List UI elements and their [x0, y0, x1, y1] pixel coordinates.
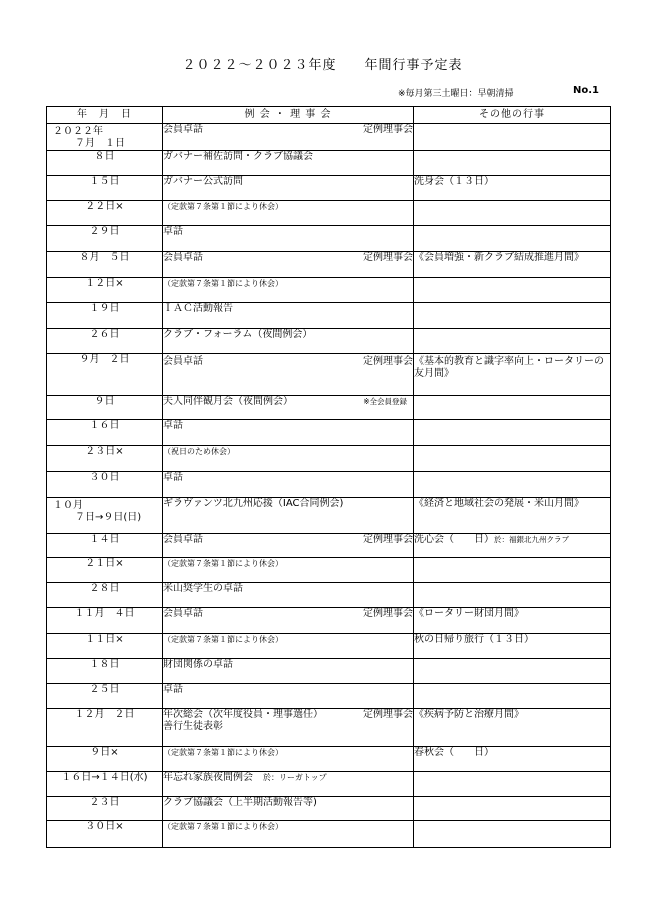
date-day-line: ７月 １日 [75, 138, 125, 149]
other-event-label: 秋の日帰り旅行（１３日） [414, 634, 534, 645]
date-cell [47, 124, 163, 151]
date-cell: ９月 ２日 [47, 354, 163, 396]
recess-note: （定款第７条第１節により休会） [163, 822, 283, 831]
meeting-label: ＩＡＣ活動報告 [163, 303, 233, 314]
other-event-cell [414, 747, 611, 772]
meeting-label: 卓話 [163, 684, 183, 695]
table-row [47, 583, 611, 608]
meeting-cell [163, 583, 414, 608]
board-meeting-label: 定例理事会 [363, 124, 413, 135]
board-meeting-label: 定例理事会 [363, 252, 413, 263]
document-number: No.1 [573, 85, 599, 96]
table-row [47, 420, 611, 446]
meeting-cell [163, 498, 414, 534]
table-row [47, 659, 611, 684]
other-event-cell [414, 354, 611, 396]
date-cell: ２６日 [47, 329, 163, 354]
meeting-cell [163, 446, 414, 472]
date-cell: ２１日× [47, 558, 163, 583]
meeting-label: 米山奨学生の卓話 [163, 583, 243, 594]
date-cell: ２２日× [47, 201, 163, 226]
meeting-cell [163, 747, 414, 772]
date-cell: ２５日 [47, 684, 163, 709]
other-event-label: 《疾病予防と治療月間》 [414, 709, 524, 720]
other-event-label: 《基本的教育と識字率向上・ロータリーの友月間》 [414, 356, 604, 379]
table-row [47, 201, 611, 226]
date-year-line: １０月 [53, 500, 83, 511]
meeting-cell [163, 226, 414, 252]
other-event-cell [414, 151, 611, 176]
meeting-label: 夫人同伴観月会（夜間例会） [163, 396, 293, 407]
meeting-cell [163, 558, 414, 583]
cleaning-note: ※毎月第三土曜日：早朝清掃 [398, 89, 514, 99]
date-cell: １１日× [47, 634, 163, 659]
meeting-label: クラブ協議会（上半期活動報告等) [163, 797, 317, 808]
table-row [47, 608, 611, 634]
meeting-cell [163, 472, 414, 498]
meeting-label: 会員卓話 [163, 534, 203, 545]
other-event-cell [414, 124, 611, 151]
date-cell: １２日× [47, 278, 163, 303]
other-event-cell [414, 634, 611, 659]
other-event-cell [414, 329, 611, 354]
other-event-label: 洗身会（１３日） [414, 176, 494, 187]
other-event-cell [414, 709, 611, 747]
table-row [47, 252, 611, 278]
meeting-cell [163, 534, 414, 558]
table-row [47, 634, 611, 659]
page-title: ２０２２～２０２３年度 年間行事予定表 [182, 58, 463, 73]
other-event-cell [414, 608, 611, 634]
meeting-label: 会員卓話 [163, 356, 203, 367]
meeting-label: 会員卓話 [163, 608, 203, 619]
meeting-label: 会員卓話 [163, 252, 203, 263]
recess-note: （定款第７条第１節により休会） [163, 559, 283, 568]
other-event-venue: 於：福銀北九州クラブ [494, 535, 569, 544]
date-cell: １６日 [47, 420, 163, 446]
other-event-cell [414, 558, 611, 583]
meeting-label: 卓話 [163, 472, 183, 483]
board-meeting-label: 定例理事会 [363, 356, 413, 367]
other-event-cell [414, 252, 611, 278]
date-year-line: ２０２２年 [53, 126, 103, 137]
meeting-label: ガバナー補佐訪問・クラブ協議会 [163, 151, 313, 162]
other-event-cell [414, 659, 611, 684]
date-cell: １４日 [47, 534, 163, 558]
other-event-cell [414, 396, 611, 420]
table-row [47, 151, 611, 176]
meeting-cell [163, 772, 414, 797]
table-row [47, 226, 611, 252]
table-row [47, 472, 611, 498]
meeting-cell [163, 201, 414, 226]
other-event-cell [414, 472, 611, 498]
meeting-cell [163, 396, 414, 420]
meeting-cell [163, 420, 414, 446]
other-event-cell [414, 498, 611, 534]
other-event-cell [414, 583, 611, 608]
date-cell: １２月 ２日 [47, 709, 163, 747]
column-header-date: 年 月 日 [47, 107, 163, 124]
schedule-table [46, 106, 611, 848]
other-event-cell [414, 772, 611, 797]
other-event-cell [414, 797, 611, 821]
meeting-label: 卓話 [163, 226, 183, 237]
board-meeting-label: 定例理事会 [363, 534, 413, 545]
meeting-label: 財団関係の卓話 [163, 659, 233, 670]
other-event-label: 《会員増強・新クラブ結成推進月間》 [414, 252, 584, 263]
table-row [47, 498, 611, 534]
other-event-label: 春秋会（ 日） [414, 747, 494, 758]
table-row [47, 124, 611, 151]
other-event-cell [414, 821, 611, 848]
table-row [47, 446, 611, 472]
other-event-label: 洗心会（ 日） [414, 534, 494, 545]
meeting-label: 年次総会（次年度役員・理事選任） [163, 709, 323, 720]
table-row [47, 709, 611, 747]
board-meeting-label: 定例理事会 [363, 709, 413, 720]
date-cell [47, 498, 163, 534]
other-event-cell [414, 226, 611, 252]
other-event-cell [414, 534, 611, 558]
meeting-cell [163, 797, 414, 821]
recess-note: （定款第７条第１節により休会） [163, 748, 283, 757]
column-header-other-events: その他の行事 [414, 107, 611, 124]
table-row [47, 396, 611, 420]
table-row [47, 772, 611, 797]
board-meeting-label: 定例理事会 [363, 608, 413, 619]
meeting-label: 年忘れ家族夜間例会 [163, 772, 253, 783]
table-row [47, 558, 611, 583]
date-cell: ３０日 [47, 472, 163, 498]
date-cell: ２３日× [47, 446, 163, 472]
table-row [47, 747, 611, 772]
table-row [47, 278, 611, 303]
table-row [47, 821, 611, 848]
meeting-cell [163, 634, 414, 659]
meeting-cell [163, 252, 414, 278]
other-event-cell [414, 420, 611, 446]
schedule-body [47, 124, 611, 848]
meeting-cell [163, 124, 414, 151]
meeting-cell [163, 684, 414, 709]
recess-note: （定款第７条第１節により休会） [163, 279, 283, 288]
date-cell: ９日× [47, 747, 163, 772]
recess-note: （定款第７条第１節により休会） [163, 635, 283, 644]
table-row [47, 354, 611, 396]
date-cell: ９日 [47, 396, 163, 420]
date-cell: ８日 [47, 151, 163, 176]
other-event-cell [414, 201, 611, 226]
date-cell: １５日 [47, 176, 163, 201]
date-cell: ８月 ５日 [47, 252, 163, 278]
meeting-label: ギラヴァンツ北九州応援（IAC合同例会) [163, 498, 344, 509]
table-row [47, 329, 611, 354]
table-row [47, 797, 611, 821]
meeting-label: ガバナー公式訪問 [163, 176, 243, 187]
venue-note: 於：リーガトップ [263, 773, 327, 782]
date-cell: １１月 ４日 [47, 608, 163, 634]
other-event-cell [414, 303, 611, 329]
table-row [47, 303, 611, 329]
recess-note: （定款第７条第１節により休会） [163, 202, 283, 211]
other-event-label: 《ロータリー財団月間》 [414, 608, 524, 619]
meeting-label: 卓話 [163, 420, 183, 431]
table-row [47, 684, 611, 709]
meeting-label-line2: 善行生徒表彰 [163, 721, 223, 732]
other-event-cell [414, 176, 611, 201]
date-day-line: ７日→９日(日) [75, 512, 142, 523]
meeting-cell [163, 608, 414, 634]
table-row [47, 176, 611, 201]
meeting-label: 会員卓話 [163, 124, 203, 135]
other-event-cell [414, 278, 611, 303]
other-event-label: 《経済と地域社会の発展・米山月間》 [414, 498, 584, 509]
table-header-row [47, 107, 611, 124]
meeting-cell [163, 659, 414, 684]
meeting-cell [163, 329, 414, 354]
other-event-cell [414, 446, 611, 472]
meeting-cell [163, 709, 414, 747]
registration-note: ※全会員登録 [363, 397, 407, 406]
date-cell: １６日→１４日(水) [47, 772, 163, 797]
date-cell: ２８日 [47, 583, 163, 608]
recess-note: （祝日のため休会） [163, 447, 235, 456]
meeting-cell [163, 278, 414, 303]
date-cell: ２９日 [47, 226, 163, 252]
date-cell: １８日 [47, 659, 163, 684]
meeting-cell [163, 151, 414, 176]
meeting-cell [163, 176, 414, 201]
meeting-cell [163, 354, 414, 396]
date-cell: １９日 [47, 303, 163, 329]
meeting-cell [163, 303, 414, 329]
meeting-label: クラブ・フォーラム（夜間例会） [163, 329, 313, 340]
date-cell: ３０日× [47, 821, 163, 848]
column-header-meetings: 例 会 ・ 理 事 会 [163, 107, 414, 124]
other-event-cell [414, 684, 611, 709]
table-row [47, 534, 611, 558]
date-cell: ２３日 [47, 797, 163, 821]
meeting-cell [163, 821, 414, 848]
